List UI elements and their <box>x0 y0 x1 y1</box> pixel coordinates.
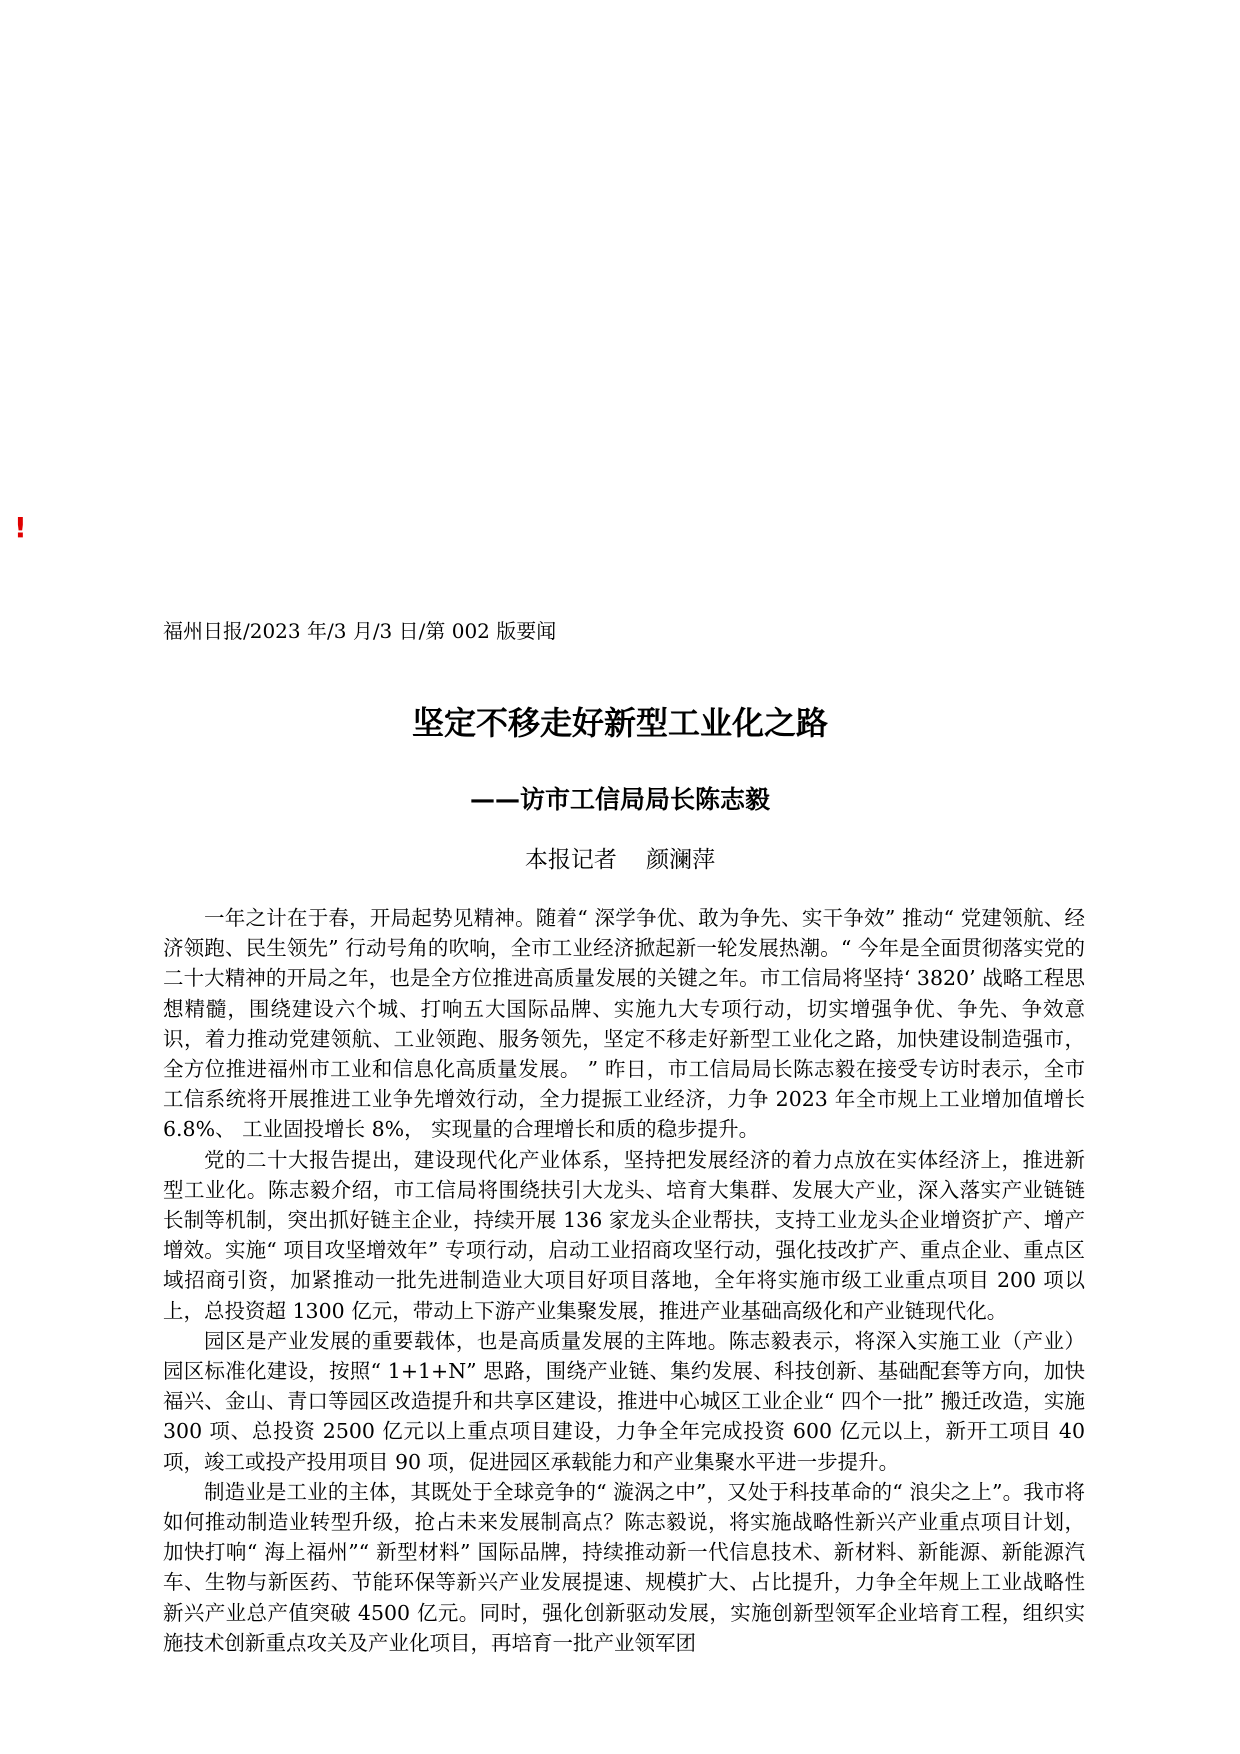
article-body <box>163 903 1085 1658</box>
paragraph-1: 一年之计在于春，开局起势见精神。随着“ 深学争优、敢为争先、实干争效” 推动“ 党建领航、经济领跑、民生领先” 行动号角的吹响，全市工业经济掀起新一轮发展热潮。“ 今年是全面贯彻落实党的二十大精神的开局之年，也是全方位推进高质量发展的关键之年。市工信局将坚持‘ 3820’ 战略工程思想精髓，围绕建设六个城、打响五大国际品牌、实施九大专项行动，切实增强争优、争先、争效意识，着力推动党建领航、工业领跑、服务领先，坚定不移走好新型工业化之路，加快建设制造强市，全方位推进福州市工业和信息化高质量发展。 ” 昨日，市工信局局长陈志毅在接受专访时表示，全市工信系统将开展推进工业争先增效行动，全力提振工业经济，力争 2023 年全市规上工业增加值增长 6.8%、 工业固投增长 8%， 实现量的合理增长和质的稳步提升。 <box>163 906 1085 1142</box>
red-exclamation-mark: ! <box>14 511 27 544</box>
paragraph-3: 园区是产业发展的重要载体，也是高质量发展的主阵地。陈志毅表示，将深入实施工业（产业）园区标准化建设，按照“ 1+1+N” 思路，围绕产业链、集约发展、科技创新、基础配套等方向，加快福兴、金山、青口等园区改造提升和共享区建设，推进中心城区工业企业“ 四个一批” 搬迁改造，实施 300 项、总投资 2500 亿元以上重点项目建设，力争全年完成投资 600 亿元以上，新开工项目 40 项，竣工或投产投用项目 90 项，促进园区承载能力和产业集聚水平进一步提升。 <box>163 1328 1085 1474</box>
article-subtitle: ——访市工信局局长陈志毅 <box>469 785 770 814</box>
paragraph-2: 党的二十大报告提出，建设现代化产业体系，坚持把发展经济的着力点放在实体经济上，推进新型工业化。陈志毅介绍，市工信局将围绕扶引大龙头、培育大集群、发展大产业，深入落实产业链链长制等机制，突出抓好链主企业，持续开展 136 家龙头企业帮扶，支持工业龙头企业增资扩产、增产增效。实施“ 项目攻坚增效年” 专项行动，启动工业招商攻坚行动，强化技改扩产、重点企业、重点区域招商引资，加紧推动一批先进制造业大项目好项目落地，全年将实施市级工业重点项目 200 项以上，总投资超 1300 亿元，带动上下游产业集聚发展，推进产业基础高级化和产业链现代化。 <box>163 1147 1085 1323</box>
source-line: 福州日报/2023 年/3 月/3 日/第 002 版要闻 <box>163 619 557 643</box>
paragraph-4: 制造业是工业的主体，其既处于全球竞争的“ 漩涡之中”，又处于科技革命的“ 浪尖之上”。我市将如何推动制造业转型升级，抢占未来发展制高点？陈志毅说，将实施战略性新兴产业重点项目计划，加快打响“ 海上福州”“ 新型材料” 国际品牌，持续推动新一代信息技术、新材料、新能源、新能源汽车、生物与新医药、节能环保等新兴产业发展提速、规模扩大、占比提升，力争全年规上工业战略性新兴产业总产值突破 4500 亿元。同时，强化创新驱动发展，实施创新型领军企业培育工程，组织实施技术创新重点攻关及产业化项目，再培育一批产业领军团 <box>163 1479 1085 1655</box>
article-title: 坚定不移走好新型工业化之路 <box>411 704 828 742</box>
byline: 本报记者 颜澜萍 <box>524 847 716 873</box>
